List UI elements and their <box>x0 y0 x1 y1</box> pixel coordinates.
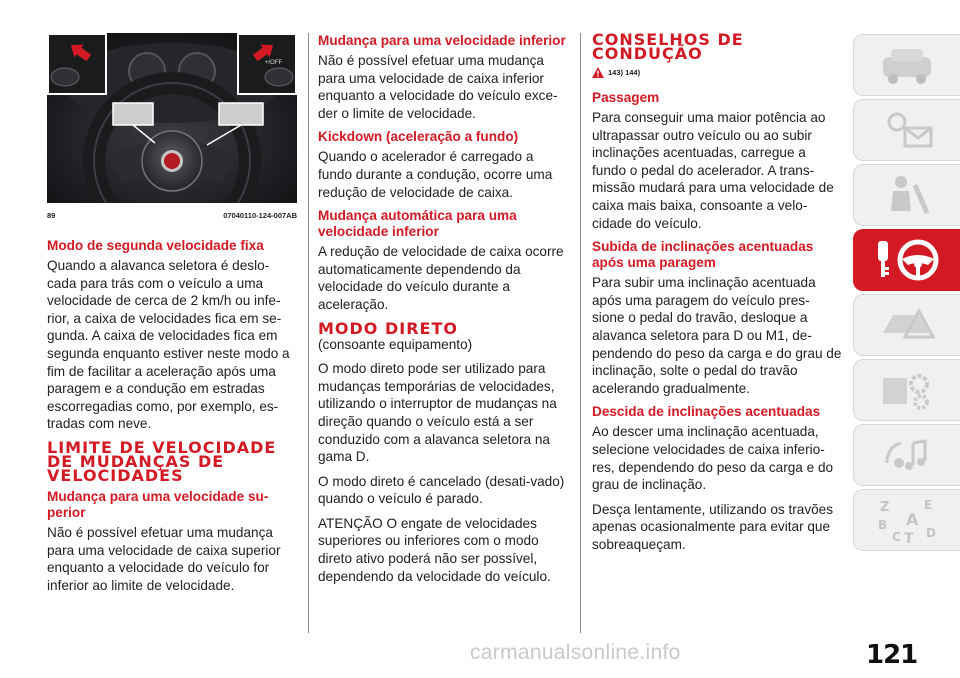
heading-hill-start: Subida de inclinações acentuadas após uma paragem <box>592 239 814 271</box>
figure-number: 89 <box>47 211 56 220</box>
chapter-tabs <box>853 34 960 554</box>
paragraph-direct-mode-usage: O modo direto pode ser utilizado para mudanças temporárias de velocidades, utilizando o interruptor de mudanças na direção quando o veículo está a ser conduzido com a alavanca seletora na gama D. <box>318 361 557 465</box>
tab-maintenance[interactable] <box>853 359 960 421</box>
paragraph-steep-descent: Ao descer uma inclinação acentuada, selecione velocidades de caixa inferio-res, dependendo do peso da carga e do grau de inclinação. <box>592 424 834 493</box>
heading-upshift: Mudança para uma velocidade su-perior <box>47 488 269 520</box>
tab-safety[interactable] <box>853 164 960 226</box>
figure-code: 07040110-124-007AB <box>223 211 297 220</box>
paragraph-overtaking: Para conseguir uma maior potência ao ultrapassar outro veículo ou ao subir inclinações acentuadas, carregue a fundo o pedal do acelerador. A trans-missão mudará para uma velocidade de caixa mais baixa, consoante a velo-cidade do veículo. <box>592 110 834 231</box>
heading-overtaking: Passagem <box>592 90 660 105</box>
index-letter: D <box>926 526 936 540</box>
paragraph-hill-start: Para subir uma inclinação acentuada após uma paragem do veículo pres-sione o pedal do travão, desloque a alavanca seletora para D ou M1, de-pendendo do peso da carga e do grau de inclinação, solte o pedal do travão acelerando gradualmente. <box>592 275 842 396</box>
index-letter: B <box>878 518 888 532</box>
seat-safety-icon <box>877 173 937 217</box>
steering-wheel-photo <box>47 33 297 203</box>
steering-wheel-figure <box>47 33 297 203</box>
paddle-label: +/OFF <box>265 60 283 66</box>
watermark: carmanualsonline.info <box>470 641 681 664</box>
maintenance-gears-icon <box>877 368 937 412</box>
warning-reference <box>592 67 842 78</box>
index-letter: Z <box>880 500 890 515</box>
emergency-car-icon <box>877 303 937 347</box>
tab-index[interactable] <box>853 489 960 551</box>
middle-column <box>318 33 570 592</box>
page-number: 121 <box>866 640 918 670</box>
warning-triangle-icon <box>592 67 604 78</box>
left-column <box>47 33 297 601</box>
warning-reference-numbers: 143) 144) <box>608 68 641 77</box>
heading-downshift: Mudança para uma velocidade inferior <box>318 33 566 48</box>
tab-dashboard[interactable] <box>853 34 960 96</box>
figure-caption <box>47 211 297 220</box>
paragraph-direct-mode-cancel: O modo direto é cancelado (desati-vado) quando o veículo é parado. <box>318 473 565 507</box>
index-letter: A <box>906 510 919 529</box>
heading-steep-descent: Descida de inclinações acentuadas <box>592 404 821 420</box>
heading-kickdown: Kickdown (aceleração a fundo) <box>318 129 519 145</box>
multimedia-icon <box>877 433 937 477</box>
index-letter: E <box>924 498 933 512</box>
index-letter: T <box>904 531 914 545</box>
section-direct-mode-subtitle: (consoante equipamento) <box>318 336 473 352</box>
tab-driving[interactable] <box>853 229 960 291</box>
section-speed-limit: LIMITE DE VELOCIDADE DE MUDANÇAS DE VELOCIDADES <box>47 437 277 485</box>
right-column <box>592 30 842 560</box>
section-direct-mode: MODO DIRETO <box>318 318 458 338</box>
tab-emergency[interactable] <box>853 294 960 356</box>
paragraph-direct-mode-caution: ATENÇÃO O engate de velocidades superiores ou inferiores com o modo direto ativo poderá não ser possível, dependendo da velocidade do veículo. <box>318 515 551 584</box>
paragraph-upshift: Não é possível efetuar uma mudança para uma velocidade de caixa superior enquanto a velocidade do veículo for inferior ao limite de velocidade. <box>47 524 281 593</box>
alphabet-index-icon <box>872 495 942 545</box>
paragraph-auto-downshift: A redução de velocidade de caixa ocorre automaticamente dependendo da velocidade do veículo durante a aceleração. <box>318 244 564 312</box>
steering-wheel-icon <box>872 237 942 283</box>
index-letter: C <box>892 530 901 544</box>
paragraph-second-gear-mode: Quando a alavanca seletora é deslo-cada para trás com o veículo a uma velocidade de cerca de 2 km/h ou infe-rior, a caixa de velocidades fica em se-gunda. A caixa de velocidades fica em segunda enquanto estiver neste modo a fim de facilitar a aceleração após uma paragem e a condução em estradas escorregadias como, por exemplo, es-tradas com neve. <box>47 258 290 432</box>
column-divider <box>580 33 581 633</box>
heading-second-gear-mode: Modo de segunda velocidade fixa <box>47 238 264 253</box>
paragraph-downshift: Não é possível efetuar uma mudança para uma velocidade de caixa inferior enquanto a velocidade do veículo exce-der o limite de velocidade. <box>318 53 558 121</box>
paragraph-kickdown: Quando o acelerador é carregado a fundo durante a condução, ocorre uma redução de velocidade de caixa. <box>318 149 553 200</box>
heading-auto-downshift: Mudança automática para uma velocidade inferior <box>318 208 517 240</box>
warning-lights-icon <box>877 108 937 152</box>
tab-warning-lights[interactable] <box>853 99 960 161</box>
car-dashboard-icon <box>877 43 937 87</box>
column-divider <box>308 33 309 633</box>
paragraph-braking-advice: Desça lentamente, utilizando os travões apenas ocasionalmente para evitar que sobreaqueçam. <box>592 501 834 552</box>
tab-multimedia[interactable] <box>853 424 960 486</box>
section-driving-tips: CONSELHOS DE CONDUÇÃO <box>592 30 744 63</box>
